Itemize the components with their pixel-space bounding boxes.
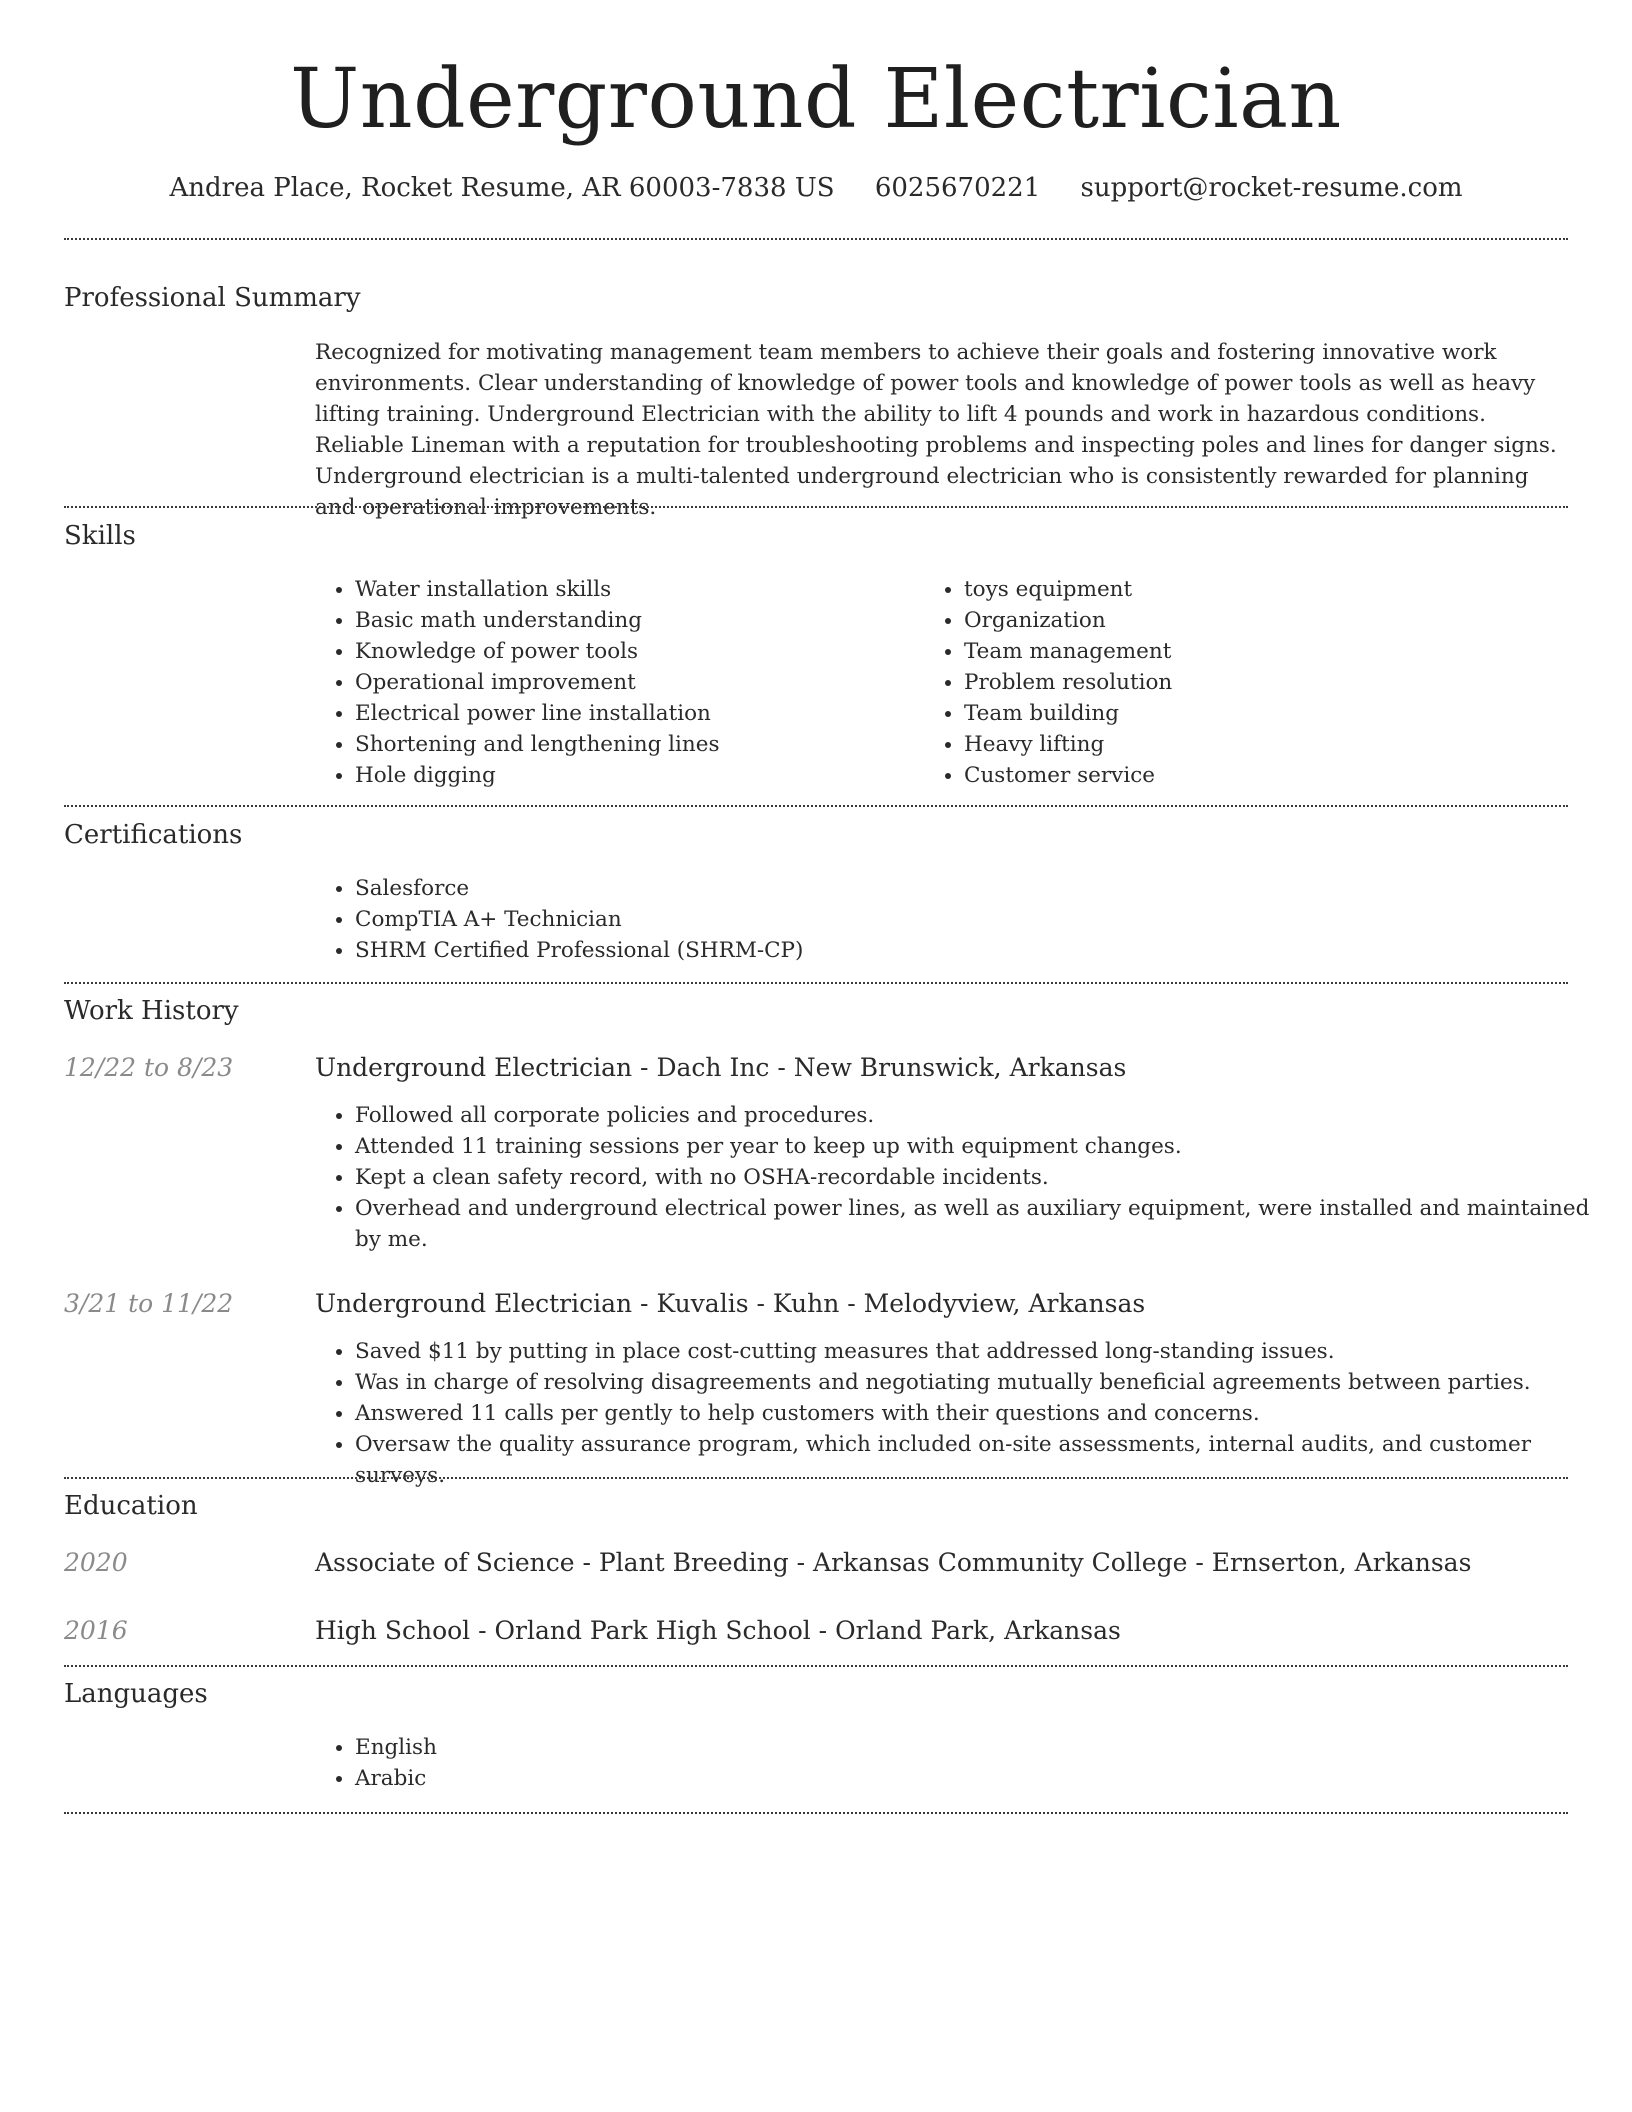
list-item: • Answered 11 calls per gently to help customers with their questions and concerns. (355, 1398, 1605, 1429)
list-item: • Attended 11 training sessions per year to keep up with equipment changes. (355, 1131, 1605, 1162)
resume-title: Underground Electrician (290, 52, 1342, 147)
skills-list-left (311, 574, 915, 791)
list-item: • Arabic (355, 1763, 1605, 1794)
list-item: • Heavy lifting (964, 729, 1564, 760)
list-item: • SHRM Certified Professional (SHRM-CP) (355, 935, 1605, 966)
languages-list (311, 1732, 1605, 1794)
list-item: • Was in charge of resolving disagreements and negotiating mutually beneficial agreements between parties. (355, 1367, 1605, 1398)
divider (64, 982, 1568, 984)
list-item: • Overhead and underground electrical power lines, as well as auxiliary equipment, were installed and maintained by me. (355, 1193, 1605, 1255)
list-item: • Problem resolution (964, 667, 1564, 698)
section-title-languages: Languages (64, 1679, 208, 1709)
certifications-list (311, 873, 1605, 966)
list-item: • Salesforce (355, 873, 1605, 904)
job-bullets (311, 1100, 1605, 1255)
list-item: • Hole digging (355, 760, 915, 791)
list-item: • Basic math understanding (355, 605, 915, 636)
list-item: • Followed all corporate policies and procedures. (355, 1100, 1605, 1131)
list-item: • Operational improvement (355, 667, 915, 698)
list-item: • English (355, 1732, 1605, 1763)
list-item: • Shortening and lengthening lines (355, 729, 915, 760)
divider (64, 1812, 1568, 1814)
contact-email: support@rocket-resume.com (1080, 173, 1463, 203)
section-title-education: Education (64, 1491, 198, 1521)
list-item: • toys equipment (964, 574, 1564, 605)
education-entry: Associate of Science - Plant Breeding - Arkansas Community College - Ernserton, Arkansas (315, 1548, 1472, 1577)
list-item: • Customer service (964, 760, 1564, 791)
list-item: • Knowledge of power tools (355, 636, 915, 667)
job-title: Underground Electrician - Kuvalis - Kuhn - Melodyview, Arkansas (315, 1289, 1146, 1318)
contact-phone: 6025670221 (874, 173, 1041, 203)
list-item: • CompTIA A+ Technician (355, 904, 1605, 935)
skills-list-right (920, 574, 1564, 791)
job-title: Underground Electrician - Dach Inc - New Brunswick, Arkansas (315, 1053, 1127, 1082)
list-item: • Organization (964, 605, 1564, 636)
education-year: 2016 (64, 1616, 128, 1645)
list-item: • Electrical power line installation (355, 698, 915, 729)
job-dates: 12/22 to 8/23 (64, 1053, 234, 1082)
list-item: • Saved $11 by putting in place cost-cutting measures that addressed long-standing issues. (355, 1336, 1605, 1367)
section-title-certifications: Certifications (64, 820, 243, 850)
list-item: • Team management (964, 636, 1564, 667)
list-item: • Team building (964, 698, 1564, 729)
divider (64, 1665, 1568, 1667)
education-entry: High School - Orland Park High School - Orland Park, Arkansas (315, 1616, 1121, 1645)
contact-line (0, 168, 1632, 208)
job-dates: 3/21 to 11/22 (64, 1289, 234, 1318)
education-year: 2020 (64, 1548, 128, 1577)
divider (64, 506, 1568, 508)
section-title-skills: Skills (64, 521, 136, 551)
contact-address: Andrea Place, Rocket Resume, AR 60003-7838 US (169, 173, 835, 203)
list-item: • Water installation skills (355, 574, 915, 605)
divider (64, 238, 1568, 240)
divider (64, 805, 1568, 807)
job-bullets (311, 1336, 1605, 1491)
list-item: • Oversaw the quality assurance program, which included on-site assessments, internal audits, and customer surveys. (355, 1429, 1605, 1491)
list-item: • Kept a clean safety record, with no OSHA-recordable incidents. (355, 1162, 1605, 1193)
section-title-work-history: Work History (64, 996, 239, 1026)
divider (64, 1477, 1568, 1479)
summary-text: Recognized for motivating management team members to achieve their goals and fostering innovative work environments. Clear understanding of knowledge of power tools and knowledge of power tools as well as heavy lifting training. Underground Electrician with the ability to lift 4 pounds and work in hazardous conditions. Reliable Lineman with a reputation for troubleshooting problems and inspecting poles and lines for danger signs. Underground electrician is a multi-talented underground electrician who is consistently rewarded for planning and operational improvements. (315, 340, 1557, 520)
section-title-summary: Professional Summary (64, 283, 361, 313)
